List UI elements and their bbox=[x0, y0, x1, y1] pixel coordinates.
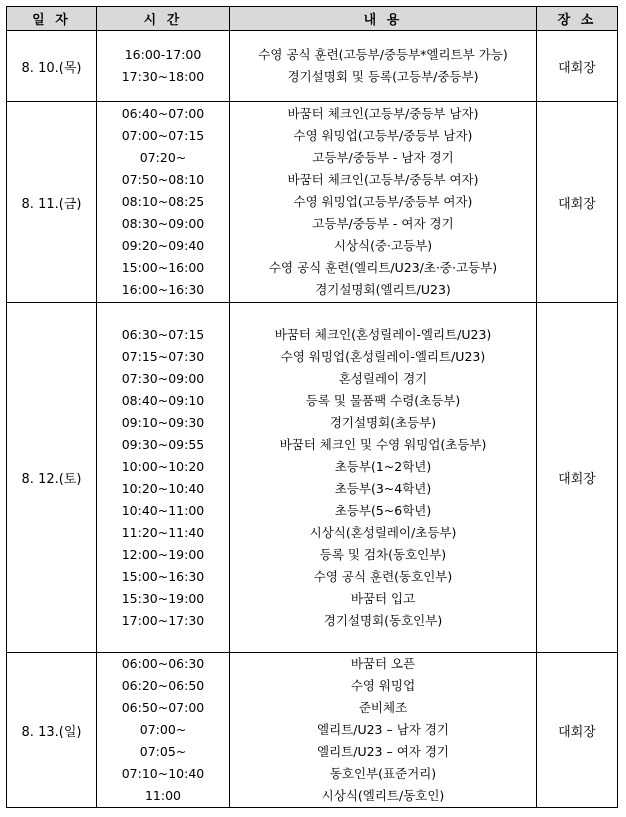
content-cell bbox=[230, 102, 537, 303]
content-cell bbox=[230, 303, 537, 653]
time-item: 10:40~11:00 bbox=[121, 502, 205, 518]
time-item: 08:10~08:25 bbox=[121, 194, 205, 209]
content-item: 바꿈터 체크인(고등부/중등부 남자) bbox=[287, 106, 479, 121]
time-item: 15:00~16:00 bbox=[121, 260, 205, 275]
content-item: 바꿈터 체크인 및 수영 워밍업(초등부) bbox=[279, 436, 487, 452]
time-item: 11:20~11:40 bbox=[121, 524, 205, 540]
content-item: 수영 공식 훈련(동호인부) bbox=[313, 568, 453, 584]
content-item: 경기설명회(초등부) bbox=[329, 414, 437, 430]
content-cell bbox=[230, 653, 537, 808]
content-item: 경기설명회 및 등록(고등부/중등부) bbox=[287, 69, 479, 84]
content-item: 등록 및 물품팩 수령(초등부) bbox=[305, 392, 461, 408]
content-item: 엘리트/U23 – 여자 경기 bbox=[317, 744, 449, 759]
schedule-row bbox=[7, 303, 618, 653]
time-cell bbox=[97, 102, 230, 303]
time-item: 07:20~ bbox=[139, 150, 187, 165]
time-item: 09:20~09:40 bbox=[121, 238, 205, 253]
time-item: 07:50~08:10 bbox=[121, 172, 205, 187]
content-item: 수영 워밍업 bbox=[350, 678, 416, 693]
header-date: 일 자 bbox=[7, 7, 97, 31]
time-item: 06:30~07:15 bbox=[121, 326, 205, 342]
schedule-row bbox=[7, 31, 618, 102]
place-cell: 대회장 bbox=[537, 31, 618, 102]
time-item: 09:30~09:55 bbox=[121, 436, 205, 452]
time-item: 09:10~09:30 bbox=[121, 414, 205, 430]
time-item: 08:30~09:00 bbox=[121, 216, 205, 231]
time-item: 15:30~19:00 bbox=[121, 590, 205, 606]
time-item: 07:15~07:30 bbox=[121, 348, 205, 364]
content-item: 수영 공식 훈련(엘리트/U23/초·중·고등부) bbox=[268, 260, 498, 275]
date-cell: 8. 13.(일) bbox=[7, 653, 97, 808]
time-cell bbox=[97, 653, 230, 808]
header-time: 시 간 bbox=[97, 7, 230, 31]
time-item: 06:50~07:00 bbox=[121, 700, 205, 715]
schedule-row bbox=[7, 653, 618, 808]
place-cell: 대회장 bbox=[537, 102, 618, 303]
content-item: 경기설명회(엘리트/U23) bbox=[315, 282, 451, 297]
content-item: 바꿈터 오픈 bbox=[350, 656, 416, 671]
content-item: 준비체조 bbox=[358, 700, 408, 715]
schedule-table bbox=[6, 6, 618, 808]
time-cell bbox=[97, 31, 230, 102]
time-item: 07:00~07:15 bbox=[121, 128, 205, 143]
content-item: 시상식(중·고등부) bbox=[333, 238, 433, 253]
content-item: 혼성릴레이 경기 bbox=[338, 370, 428, 386]
time-item: 11:00 bbox=[144, 788, 182, 803]
content-item: 수영 공식 훈련(고등부/중등부*엘리트부 가능) bbox=[258, 47, 508, 62]
content-item: 바꿈터 체크인(고등부/중등부 여자) bbox=[287, 172, 479, 187]
date-cell: 8. 11.(금) bbox=[7, 102, 97, 303]
time-item: 12:00~19:00 bbox=[121, 546, 205, 562]
time-item: 17:00~17:30 bbox=[121, 612, 205, 628]
schedule-row bbox=[7, 102, 618, 303]
time-item: 10:20~10:40 bbox=[121, 480, 205, 496]
content-item: 시상식(혼성릴레이/초등부) bbox=[309, 524, 457, 540]
content-item: 시상식(엘리트/동호인) bbox=[321, 788, 445, 803]
date-cell: 8. 10.(목) bbox=[7, 31, 97, 102]
content-item: 초등부(3~4학년) bbox=[334, 480, 432, 496]
time-item: 16:00~16:30 bbox=[121, 282, 205, 297]
time-item: 08:40~09:10 bbox=[121, 392, 205, 408]
content-item: 수영 워밍업(혼성릴레이-엘리트/U23) bbox=[280, 348, 486, 364]
time-item: 10:00~10:20 bbox=[121, 458, 205, 474]
content-item: 초등부(5~6학년) bbox=[334, 502, 432, 518]
time-item: 06:00~06:30 bbox=[121, 656, 205, 671]
content-item: 바꿈터 입고 bbox=[350, 590, 416, 606]
content-item: 엘리트/U23 – 남자 경기 bbox=[317, 722, 449, 737]
content-item: 수영 워밍업(고등부/중등부 남자) bbox=[293, 128, 473, 143]
time-item: 06:40~07:00 bbox=[121, 106, 205, 121]
header-content: 내 용 bbox=[230, 7, 537, 31]
content-item: 경기설명회(동호인부) bbox=[323, 612, 443, 628]
content-item: 초등부(1~2학년) bbox=[334, 458, 432, 474]
time-item: 15:00~16:30 bbox=[121, 568, 205, 584]
header-place: 장 소 bbox=[537, 7, 618, 31]
time-item: 07:30~09:00 bbox=[121, 370, 205, 386]
place-cell: 대회장 bbox=[537, 653, 618, 808]
time-item: 07:10~10:40 bbox=[121, 766, 205, 781]
time-cell bbox=[97, 303, 230, 653]
date-cell: 8. 12.(토) bbox=[7, 303, 97, 653]
time-item: 07:00~ bbox=[139, 722, 187, 737]
content-item: 고등부/중등부 - 여자 경기 bbox=[312, 216, 454, 231]
time-item: 07:05~ bbox=[139, 744, 187, 759]
content-item: 등록 및 검차(동호인부) bbox=[319, 546, 447, 562]
time-item: 17:30~18:00 bbox=[121, 69, 205, 84]
time-item: 16:00-17:00 bbox=[124, 47, 202, 62]
content-item: 동호인부(표준거리) bbox=[329, 766, 437, 781]
header-row bbox=[7, 7, 618, 31]
place-cell: 대회장 bbox=[537, 303, 618, 653]
content-item: 바꿈터 체크인(혼성릴레이-엘리트/U23) bbox=[274, 326, 492, 342]
content-cell bbox=[230, 31, 537, 102]
content-item: 수영 워밍업(고등부/중등부 여자) bbox=[293, 194, 473, 209]
content-item: 고등부/중등부 - 남자 경기 bbox=[312, 150, 454, 165]
time-item: 06:20~06:50 bbox=[121, 678, 205, 693]
